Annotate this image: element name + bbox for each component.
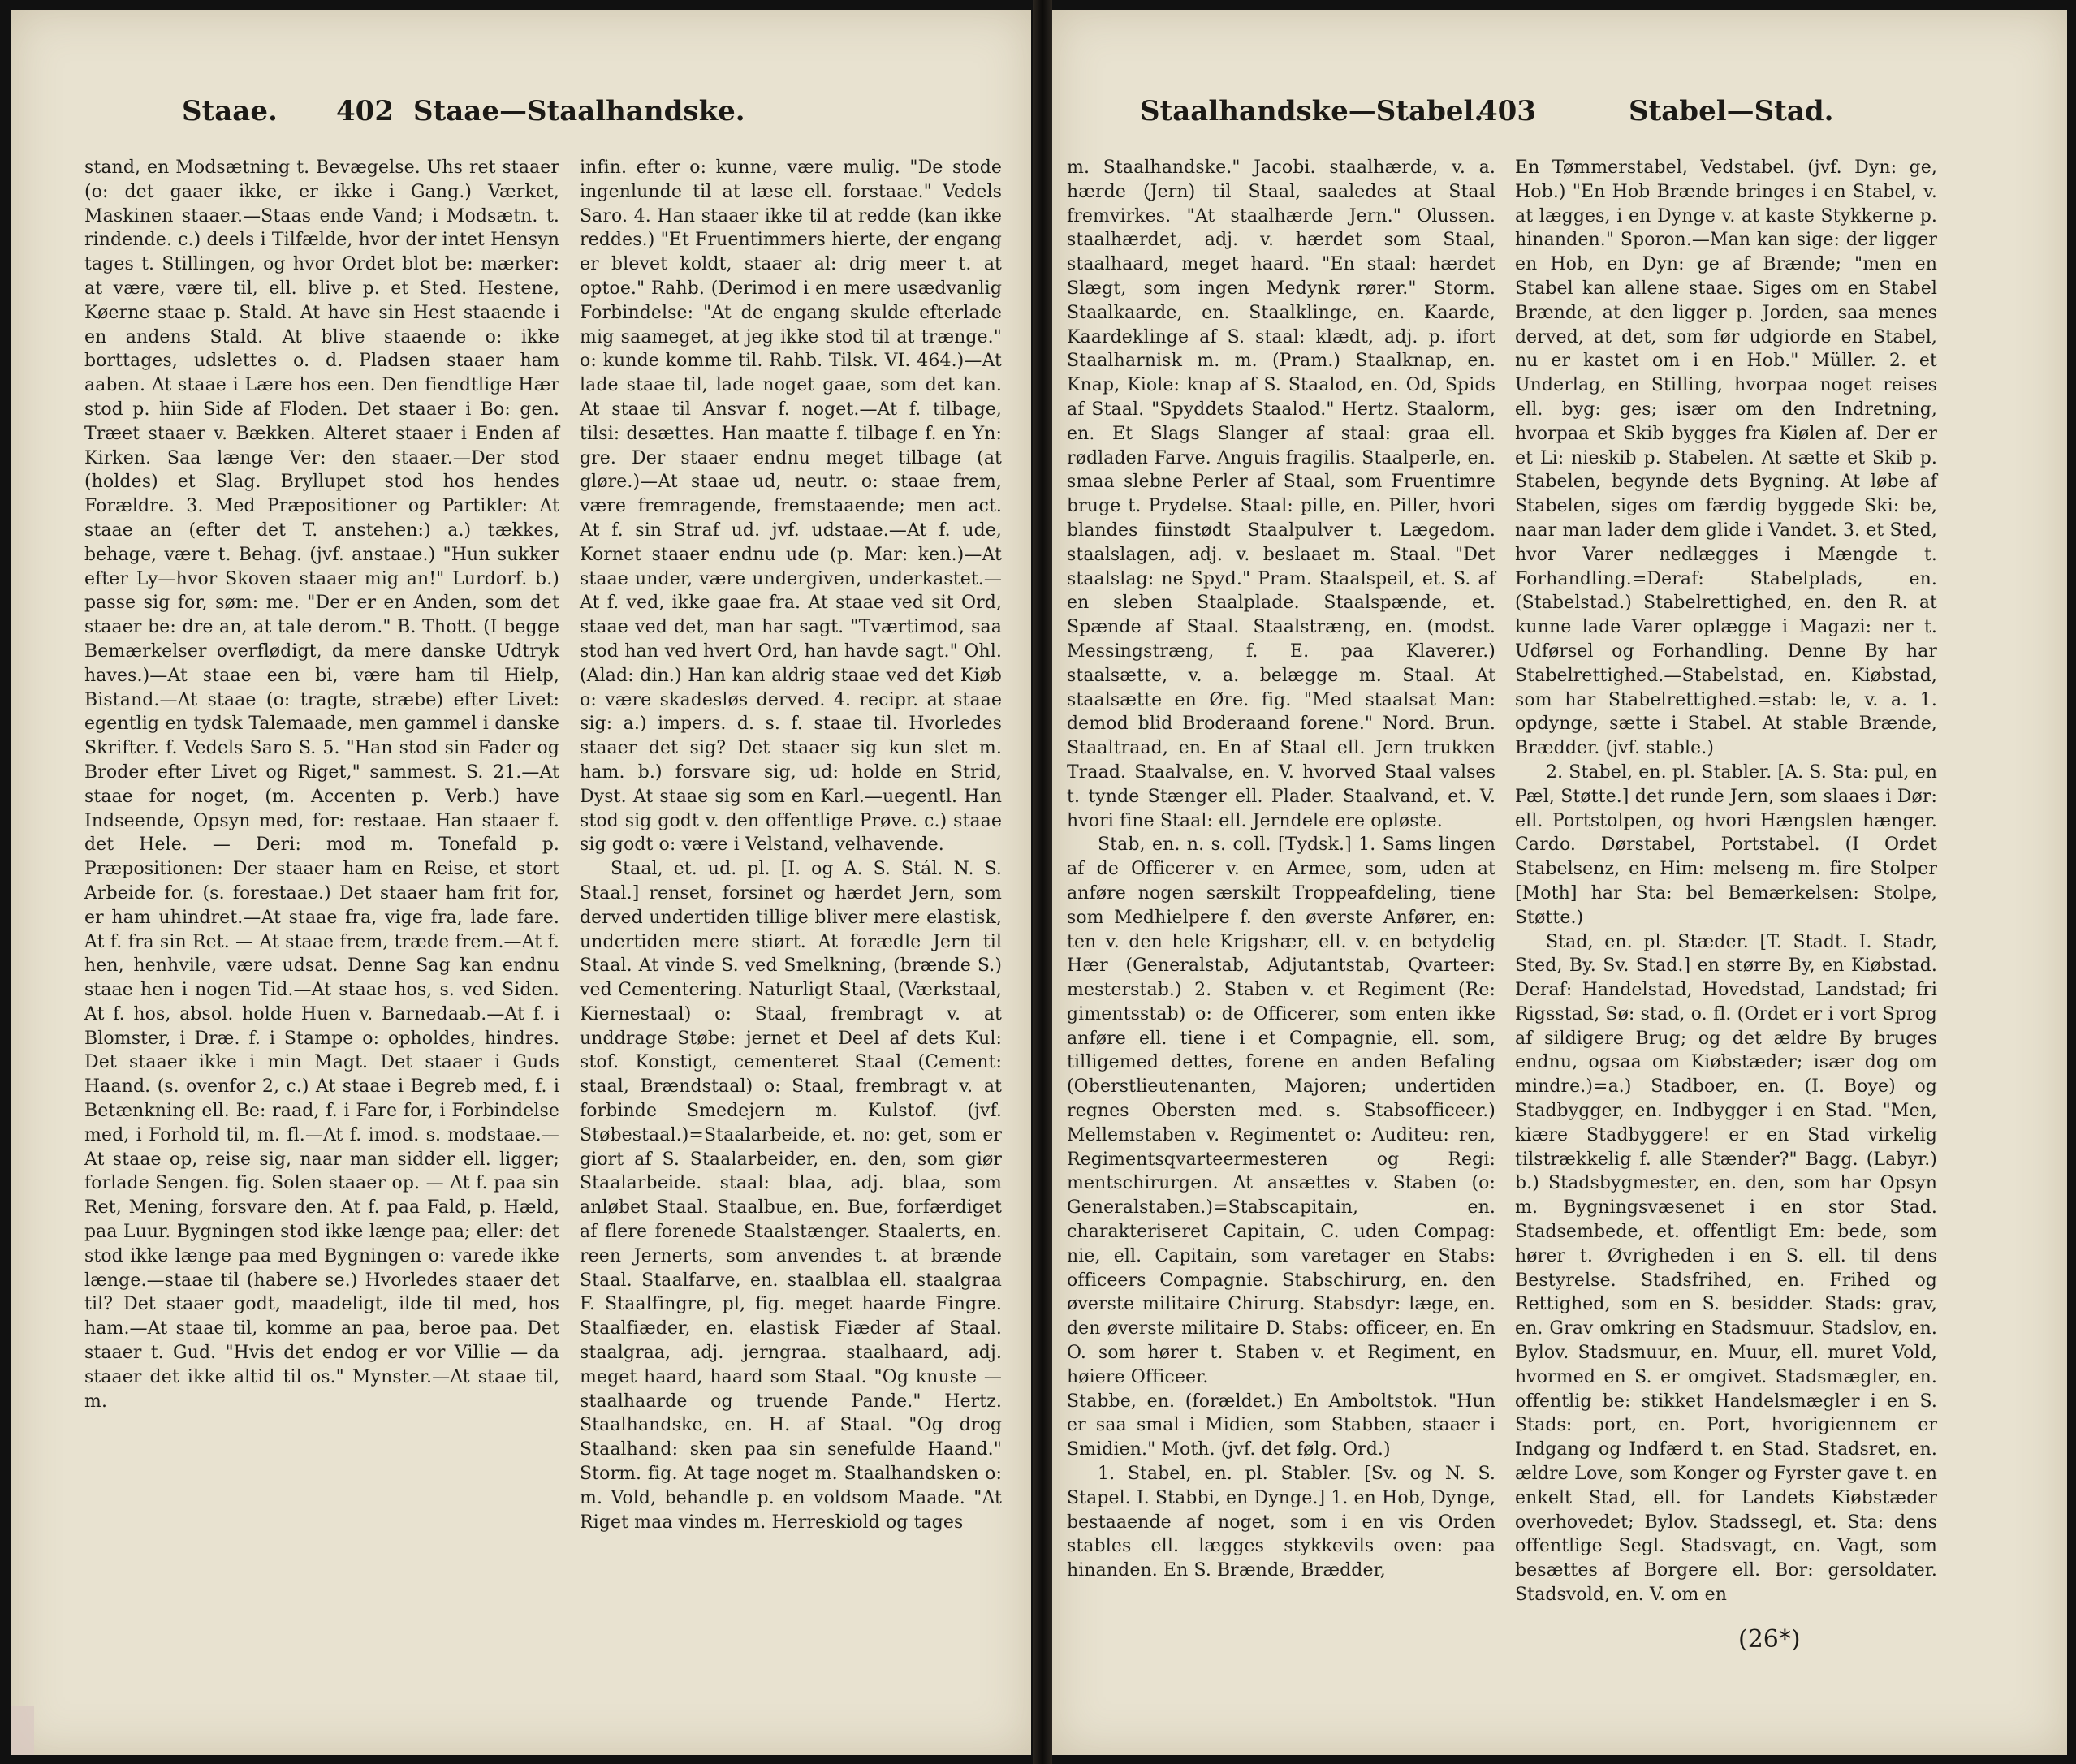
paragraph: Stad, en. pl. Stæder. [T. Stadt. I. Stadr, Sted, By. Sv. Stad.] en større By, en Kiøbstad. Deraf: Handelstad, Hovedstad, Landstad; fri Rigsstad, Sø: stad, o. fl. (Ordet er i vort Sprog af sildigere Brug; og det ældre By bruges endnu, ogsaa om Kiøbstæder; især dog om mindre.)=a.) Stadboer, en. (I. Boye) og Stadbygger, en. Indbygger i en Stad. "Men, kiære Stadbyggere! er en Stad virkelig tilstrækkelig f. alle Stænder?" Bagg. (Labyr.) b.) Stadsbygmester, en. den, som har Opsyn m. Bygningsvæsenet i en stor Stad. Stadsembede, et. offentligt Em: bede, som hører t. Øvrigheden i en S. ell. til dens Bestyrelse. Stadsfrihed, en. Frihed og Rettighed, som en S. besidder. Stads: grav, en. Grav omkring en Stadsmuur. Stadslov, en. Bylov. Stadsmuur, en. Muur, ell. muret Vold, hvormed en S. er omgivet. Stadsmægler, en. offentlig be: stikket Handelsmægler i en S. Stads: port, en. Port, hvorigiennem er Indgang og Indfærd t. en Stad. Stadsret, en. ældre Love, som Konger og Fyrster gave t. en enkelt Stad, ell. for Landets Kiøbstæder overhovedet; Bylov. Stadssegl, et. Sta: dens offentlige Segl. Stadsvagt, en. Vagt, som besættes af Borgere ell. Bor: gersoldater. Stadsvold, en. V. om en (1515, 931, 1937, 1606)
paragraph: Stab, en. n. s. coll. [Tydsk.] 1. Sams lingen af de Officerer v. en Armee, som, uden at anføre nogen særskilt Troppeafdeling, tiene som Medhielpere f. den øverste Anfører, en: ten v. den hele Krigshær, ell. v. en betydelig Hær (Generalstab, Adjutantstab, Qvarteer: mesterstab.) 2. Staben v. et Regiment (Re: gimentsstab) o: de Officerer, som enten ikke anføre ell. tiene i et Compagnie, ell. som, tilligemed dettes, forene en anden Befaling (Oberstlieutenanten, Majoren; undertiden regnes Obersten med. s. Stabsofficeer.) Mellemstaben v. Regimentet o: Auditeu: ren, Regimentsqvarteermesteren og Regi: mentschirurgen. At ansættes v. Staben (o: Generalstaben.)=Stabscapitain, en. charakteriseret Capitain, C. uden Compag: nie, ell. Capitain, som varetager en Stabs: officeers Compagnie. Stabschirurg, en. den øverste militaire Chirurg. Stabsdyr: læge, en. den øverste militaire D. Stabs: officeer, en. En O. som hører t. Staben v. et Regiment, en høiere Officeer. (1067, 835, 1495, 1387)
left-column-2 (580, 156, 1002, 1534)
right-page: Staalhandske—Stabel. 403 Stabel—Stad. m. Staalhandske." Jacobi. staalhærde, v. a. hærde (Jern) til Staal, saaledes at Staal fremvirkes. "At staalhærde Jern." Olussen. staalhærdet, adj. v. hærdet som Staal, staalhaard, meget haard. "En staal: hærdet Slægt, som ingen Medynk rører." Storm. Staalkaarde, en. Staalklinge, en. Kaarde, Kaardeklinge af S. staal: klædt, adj. p. ifort Staalharnisk m. m. (Pram.) Staalknap, en. Knap, Kiole: knap af S. Staalod, en. Od, Spids af Staal. "Spyddets Staalod." Hertz. Staalorm, en. Et Slags Slanger af staal: graa ell. rødladen Farve. Anguis fragilis. Staalperle, en. smaa slebne Perler af Staal, som Fruentimre bruge t. Prydelse. Staal: pille, en. Piller, hvori blandes fiinstødt Staalpulver t. Lægedom. staalslagen, adj. v. beslaaet m. Staal. "Det staalslag: ne Spyd." Pram. Staalspeil, et. S. af en sleben Staalplade. Staalspænde, et. Spænde af Staal. Staalstræng, en. (modst. Messingstræng, f. E. paa Klaverer.) staalsætte, v. a. belægge m. Staal. At staalsætte en Øre. fig. "Med staalsat Man: demod blid Broderaand forene." Nord. Brun. Staaltraad, en. En af Staal ell. Jern trukken Traad. Staalvalse, en. V. hvorved Staal valses t. tynde Stænger ell. Plader. Staalvand, et. V. hvori fine Staal: ell. Jerndele ere opløste. Stab, en. n. s. coll. [Tydsk.] 1. Sams lingen af de Officerer v. en Armee, som, uden at anføre nogen særskilt Troppeafdeling, tiene som Medhielpere f. den øverste Anfører, en: ten v. den hele Krigshær, ell. v. en betydelig Hær (Generalstab, Adjutantstab, Qvarteer: mesterstab.) 2. Staben v. et Regiment (Re: gimentsstab) o: de Officerer, som enten ikke anføre ell. tiene i et Compagnie, ell. som, tilligemed dettes, forene en anden Befaling (Oberstlieutenanten, Majoren; undertiden regnes Obersten med. s. Stabsofficeer.) Mellemstaben v. Regimentet o: Auditeu: ren, Regimentsqvarteermesteren og Regi: mentschirurgen. At ansættes v. Staben (o: Generalstaben.)=Stabscapitain, en. charakteriseret Capitain, C. uden Compag: nie, ell. Capitain, som varetager en Stabs: officeers Compagnie. Stabschirurg, en. den øverste militaire Chirurg. Stabsdyr: læge, en. den øverste militaire D. Stabs: officeer, en. En O. som hører t. Staben v. et Regiment, en høiere Officeer. Stabbe, en. (forældet.) En Amboltstok. "Hun er saa smal i Midien, som Stabben, staaer i Smidien." Moth. (jvf. det følg. Ord.) 1. Stabel, en. pl. Stabler. [Sv. og N. S. Stapel. I. Stabbi, en Dynge.] 1. en Hob, Dynge, bestaaende af noget, som i en vis Orden stables ell. lægges stykkevils oven: paa hinanden. En S. Brænde, Brædder, En Tømmerstabel, Vedstabel. (jvf. Dyn: ge, Hob.) "En Hob Brænde bringes i en Stabel, v. at lægges, i en Dynge v. at kaste Stykkerne p. hinanden." Sporon.—Man kan sige: der ligger en Hob, en Dyn: ge af Brænde; "men en Stabel kan allene staae. Siges om en Stabel Brænde, at den ligger p. Jorden, saa menes derved, at det, som før udgiorde en Stabel, nu er kastet om i en Hob." Müller. 2. et Underlag, en Stilling, hvorpaa noget reises ell. byg: ges; især om den Indretning, hvorpaa et Skib bygges fra Kiølen af. Der er et Li: nieskib p. Stabelen. At sætte et Skib p. Stabelen, begynde dets Bygning. At løbe af Stabelen, siges om færdig byggede Ski: be, naar man lader dem glide i Vandet. 3. et Sted, hvor Varer nedlægges i Mængde t. Forhandling.=Deraf: Stabelplads, en. (Stabelstad.) Stabelrettighed, en. den R. at kunne lade Varer oplægge i Magazi: ner t. Udførsel og Forhandling. Denne By har Stabelrettighed.—Stabelstad, en. Kiøbstad, som har Stabelrettighed.=stab: le, v. a. 1. opdynge, sætte i Stabel. At stable Brænde, Brædder. (jvf. stable.) 2. Stabel, en. pl. Stabler. [A. S. Sta: pul, en Pæl, Støtte.] det runde Jern, som slaaes i Dør: ell. Portstolpen, og hvori Hængslen hænger. Cardo. Dørstabel, Portstabel. (I Ordet Stabelsenz, en Him: melseng m. fire Stolper [Moth] har Sta: bel Bemærkelsen: Stolpe, Støtte.) Stad, en. pl. Stæder. [T. Stadt. I. Stadr, Sted, By. Sv. Stad.] en større By, en Kiøbstad. Deraf: Handelstad, Hovedstad, Landstad; fri Rigsstad, Sø: stad, o. fl. (Ordet er i vort Sprog af sildigere Brug; og det ældre By bruges endnu, ogsaa om Kiøbstæder; især dog om mindre.)=a.) Stadboer, en. (I. Boye) og Stadbygger, en. Indbygger i en Stad. "Men, kiære Stadbyggere! er en Stad virkelig tilstrækkelig f. alle Stænder?" Bagg. (Labyr.) b.) Stadsbygmester, en. den, som har Opsyn m. Bygningsvæsenet i en stor Stad. Stadsembede, et. offentligt Em: bede, som hører t. Øvrigheden i en S. ell. til dens Bestyrelse. Stadsfrihed, en. Frihed og Rettighed, som en S. besidder. Stads: grav, en. Grav omkring en Stadsmuur. Stadslov, en. Bylov. Stadsmuur, en. Muur, ell. muret Vold, hvormed en S. er omgivet. Stadsmægler, en. offentlig be: stikket Handelsmægler i en S. Stads: port, en. Port, hvorigiennem er Indgang og Indfærd t. en Stad. Stadsret, en. ældre Love, som Konger og Fyrster gave t. en enkelt Stad, ell. for Landets Kiøbstæder overhovedet; Bylov. Stadssegl, et. Sta: dens offentlige Segl. Stadsvagt, en. Vagt, som besættes af Borgere ell. Bor: gersoldater. Stadsvold, en. V. om en (26*) (1052, 10, 2067, 1755)
left-header-catchword: Staae. (182, 95, 278, 127)
left-header-range: Staae—Staalhandske. (413, 95, 745, 127)
corner-stain (11, 1706, 34, 1755)
paragraph: En Tømmerstabel, Vedstabel. (jvf. Dyn: ge, Hob.) "En Hob Brænde bringes i en Stabel, v. at lægges, i en Dynge v. at kaste Stykkerne p. hinanden." Sporon.—Man kan sige: der ligger en Hob, en Dyn: ge af Brænde; "men en Stabel kan allene staae. Siges om en Stabel Brænde, at den ligger p. Jorden, saa menes derved, at det, som før udgiorde en Stabel, nu er kastet om i en Hob." Müller. 2. et Underlag, en Stilling, hvorpaa noget reises ell. byg: ges; især om den Indretning, hvorpaa et Skib bygges fra Kiølen af. Der er et Li: nieskib p. Stabelen. At sætte et Skib p. Stabelen, begynde dets Bygning. At løbe af Stabelen, siges om færdig byggede Ski: be, naar man lader dem glide i Vandet. 3. et Sted, hvor Varer nedlægges i Mængde t. Forhandling.=Deraf: Stabelplads, en. (Stabelstad.) Stabelrettighed, en. den R. at kunne lade Varer oplægge i Magazi: ner t. Udførsel og Forhandling. Denne By har Stabelrettighed.—Stabelstad, en. Kiøbstad, som har Stabelrettighed.=stab: le, v. a. 1. opdynge, sætte i Stabel. At stable Brænde, Brædder. (jvf. stable.) (1515, 157, 1937, 759)
paragraph: infin. efter o: kunne, være mulig. "De stode ingenlunde til at læse ell. forstaae." Vedels Saro. 4. Han staaer ikke til at redde (kan ikke reddes.) "Et Fruentimmers hierte, der engang er blevet koldt, staaer al: drig meer t. at optoe." Rahb. (Derimod i en mere usædvanlig Forbindelse: "At de engang skulde efterlade mig saameget, at jeg ikke stod til at trænge." o: kunde komme til. Rahb. Tilsk. VI. 464.)—At lade staae til, lade noget gaae, som det kan. At staae til Ansvar f. noget.—At f. tilbage, tilsi: desættes. Han maatte f. tilbage f. en Yn: gre. Der staaer endnu meget tilbage (at gløre.)—At staae ud, neutr. o: staae frem, være fremragende, fremstaaende; men act. At f. sin Straf ud. jvf. udstaae.—At f. ude, Kornet staaer endnu ude (p. Mar: ken.)—At staae under, være undergiven, underkastet.—At f. ved, ikke gaae fra. At staae ved sit Ord, staae ved det, man har sagt. "Tværtimod, saa stod han ved hvert Ord, han havde sagt." Ohl. (Alad: din.) Han kan aldrig staae ved det Kiøb o: være skadesløs derved. 4. recipr. at staae sig: a.) impers. d. s. f. staae til. Hvorledes staaer det sig? Det staaer sig kun slet m. ham. b.) forsvare sig, ud: holde en Strid, Dyst. At staae sig som en Karl.—uegentl. Han stod sig godt v. den offentlige Prøve. c.) staae sig godt o: være i Velstand, velhavende. (580, 157, 1002, 856)
book-gutter (1033, 0, 1052, 1764)
left-page (11, 10, 1031, 1755)
left-page-number: 402 (336, 95, 394, 127)
paragraph: 2. Stabel, en. pl. Stabler. [A. S. Sta: pul, en Pæl, Støtte.] det runde Jern, som slaaes i Dør: ell. Portstolpen, og hvori Hængslen hænger. Cardo. Dørstabel, Portstabel. (I Ordet Stabelsenz, en Him: melseng m. fire Stolper [Moth] har Sta: bel Bemærkelsen: Stolpe, Støtte.) (1515, 761, 1937, 928)
right-running-head (1052, 95, 2067, 136)
left-column-1 (84, 156, 559, 1413)
right-page-number: 403 (1478, 95, 1536, 127)
paragraph: 1. Stabel, en. pl. Stabler. [Sv. og N. S. Stapel. I. Stabbi, en Dynge.] 1. en Hob, Dynge, bestaaende af noget, som i en vis Orden stables ell. lægges stykkevils oven: paa hinanden. En S. Brænde, Brædder, (1067, 1464, 1495, 1581)
paragraph: Stabbe, en. (forældet.) En Amboltstok. "Hun er saa smal i Midien, som Stabben, staaer i Smidien." Moth. (jvf. det følg. Ord.) (1067, 1391, 1495, 1460)
right-column-2 (1515, 156, 1937, 1607)
paragraph: Staal, et. ud. pl. [I. og A. S. Stál. N. S. Staal.] renset, forsinet og hærdet Jern, som derved undertiden tillige bliver mere elastisk, undertiden mere stiørt. At forædle Jern til Staal. At vinde S. ved Smelkning, (brænde S.) ved Cementering. Naturligt Staal, (Værkstaal, Kiernestaal) o: Staal, frembragt v. at unddrage Støbe: jernet et Deel af dets Kul: stof. Konstigt, cementeret Staal (Cement: staal, Brændstaal) o: Staal, frembragt v. at forbinde Smedejern m. Kulstof. (jvf. Støbestaal.)=Staalarbeide, et. no: get, som er giort af S. Staalarbeider, en. den, som giør Staalarbeide. staal: blaa, adj. blaa, som anløbet Staal. Staalbue, en. Bue, forfærdiget af flere forenede Staalstænger. Staalerts, en. reen Jernerts, som anvendes t. at brænde Staal. Staalfarve, en. staalblaa ell. staalgraa F. Staalfingre, pl, fig. meget haarde Fingre. Staalfiæder, en. elastisk Fiæder af Staal. staalgraa, adj. jerngraa. staalhaard, adj. meget haard, haard som Staal. "Og knuste — staalhaarde og truende Pande." Hertz. Staalhandske, en. H. af Staal. "Og drog Staalhand: sken paa sin senefulde Haand." Storm. fig. At tage noget m. Staalhandsken o: m. Vold, behandle p. en voldsom Maade. "At Riget maa vindes m. Herreskiold og tages (580, 859, 1002, 1533)
paragraph: stand, en Modsætning t. Bevægelse. Uhs ret staaer (o: det gaaer ikke, er ikke i Gang.) Værket, Maskinen staaer.—Staas ende Vand; i Modsætn. t. rindende. c.) deels i Tilfælde, hvor der intet Hensyn tages t. Stillingen, og hvor Ordet blot be: mærker: at være, være til, ell. blive p. et Sted. Hestene, Køerne staae p. Stald. At have sin Hest staaende i en andens Stald. At blive staaende o: ikke borttages, udslettes o. d. Pladsen staaer ham aaben. At staae i Lære hos een. Den fiendtlige Hær stod p. hiin Side af Floden. Det staaer i Bo: gen. Træet staaer v. Bækken. Alteret staaer i Enden af Kirken. Saa længe Ver: den staaer.—Der stod (holdes) et Slag. Bryllupet stod hos hendes Forældre. 3. Med Præpositioner og Partikler: At staae an (efter det T. anstehen:) a.) tækkes, behage, være t. Behag. (jvf. anstaae.) "Hun sukker efter Ly—hvor Skoven staaer mig an!" Lurdorf. b.) passe sig for, søm: me. "Der er en Anden, som det staaer be: dre an, at tale derom." B. Thott. (I begge Bemærkelser overflødigt, da mere danske Udtryk haves.)—At staae een bi, være ham til Hielp, Bistand.—At staae (o: tragte, stræbe) efter Livet: egentlig en tydsk Talemaade, men gammel i danske Skrifter. f. Vedels Saro S. 5. "Han stod sin Fader og Broder efter Livet og Riget," sammest. S. 21.—At staae for noget, (m. Accenten p. Verb.) have Indseende, Opsyn med, for: restaae. Han staaer f. det Hele. — Deri: mod m. Tonefald p. Præpositionen: Der staaer ham en Reise, et stort Arbeide for. (s. forestaae.) Det staaer ham frit for, er ham uhindret.—At staae fra, vige fra, lade fare. At f. fra sin Ret. — At staae frem, træde frem.—At f. hen, henhvile, være udsat. Denne Sag kan endnu staae hen i nogen Tid.—At staae hos, s. ved Siden. At f. hos, absol. holde Huen v. Barnedaab.—At f. i Blomster, i Dræ. f. i Stampe o: opholdes, hindres. Det staaer ikke i min Magt. Det staaer i Guds Haand. (s. ovenfor 2, c.) At staae i Begreb med, f. i Betænkning ell. Be: raad, f. i Fare for, i Forbindelse med, i Forhold til, m. fl.—At f. imod. s. modstaae.—At staae op, reise sig, naar man sidder ell. ligger; forlade Sengen. fig. Solen staaer op. — At f. paa sin Ret, Mening, forsvare den. At f. paa Fald, p. Hæld, paa Luur. Bygningen stod ikke længe paa; eller: det stod ikke længe paa med Bygningen o: varede ikke længe.—staae til (habere se.) Hvorledes staaer det til? Det staaer godt, maadeligt, ilde til med, hos ham.—At staae til, komme an paa, beroe paa. Det staaer t. Gud. "Hvis det endog er vor Villie — da staaer det ikke altid til os." Mynster.—At staae til, m. (84, 157, 559, 1412)
right-header-range: Stabel—Stad. (1629, 95, 1834, 127)
right-column-1 (1067, 156, 1495, 1583)
paragraph: m. Staalhandske." Jacobi. staalhærde, v. a. hærde (Jern) til Staal, saaledes at Staal fremvirkes. "At staalhærde Jern." Olussen. staalhærdet, adj. v. hærdet som Staal, staalhaard, meget haard. "En staal: hærdet Slægt, som ingen Medynk rører." Storm. Staalkaarde, en. Staalklinge, en. Kaarde, Kaardeklinge af S. staal: klædt, adj. p. ifort Staalharnisk m. m. (Pram.) Staalknap, en. Knap, Kiole: knap af S. Staalod, en. Od, Spids af Staal. "Spyddets Staalod." Hertz. Staalorm, en. Et Slags Slanger af staal: graa ell. rødladen Farve. Anguis fragilis. Staalperle, en. smaa slebne Perler af Staal, som Fruentimre bruge t. Prydelse. Staal: pille, en. Piller, hvori blandes fiinstødt Staalpulver t. Lægedom. staalslagen, adj. v. beslaaet m. Staal. "Det staalslag: ne Spyd." Pram. Staalspeil, et. S. af en sleben Staalplade. Staalspænde, et. Spænde af Staal. Staalstræng, en. (modst. Messingstræng, f. E. paa Klaverer.) staalsætte, v. a. belægge m. Staal. At staalsætte en Øre. fig. "Med staalsat Man: demod blid Broderaand forene." Nord. Brun. Staaltraad, en. En af Staal ell. Jern trukken Traad. Staalvalse, en. V. hvorved Staal valses t. tynde Stænger ell. Plader. Staalvand, et. V. hvori fine Staal: ell. Jerndele ere opløste. (1067, 157, 1495, 831)
right-header-catchword: Staalhandske—Stabel. (1140, 95, 1484, 127)
left-running-head (11, 95, 1031, 136)
